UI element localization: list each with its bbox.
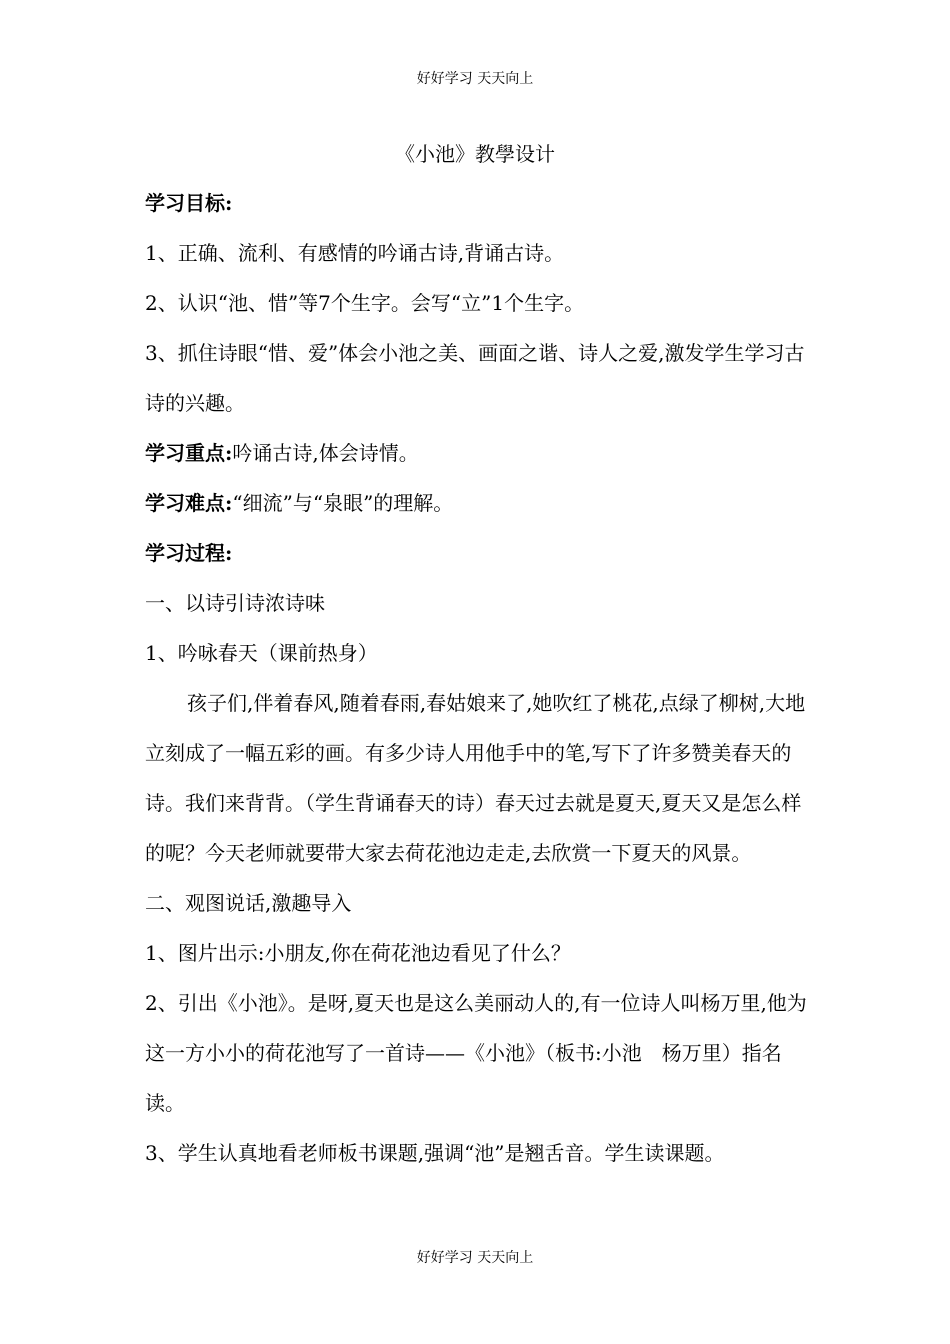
section-2-item-1: 1、图片出示:小朋友,你在荷花池边看见了什么？ xyxy=(145,941,571,965)
process-heading: 学习过程: xyxy=(145,541,233,565)
page-footer: 好好学习 天天向上 xyxy=(416,1250,534,1266)
section-2-title: 二、观图说话,激趣导入 xyxy=(145,891,352,915)
section-1-paragraph: 孩子们,伴着春风,随着春雨,春姑娘来了,她吹红了桃花,点绿了柳树,大地立刻成了一幅五彩的画。有多少诗人用他手中的笔,写下了许多赞美春天的诗。我们来背背。（学生背诵春天的诗）春天过去就是夏天,夏天又是怎么样的呢？今天老师就要带大家去荷花池边走走,去欣赏一下夏天的风景。 xyxy=(145,691,806,865)
difficulty-label: 学习难点: xyxy=(145,491,233,515)
page-header: 好好学习 天天向上 xyxy=(416,71,534,87)
key-point-label: 学习重点: xyxy=(145,441,233,465)
key-point-text: 吟诵古诗,体会诗情。 xyxy=(232,441,419,465)
objective-item-1: 1、正确、流利、有感情的吟诵古诗,背诵古诗。 xyxy=(145,241,565,265)
document-body xyxy=(145,178,810,1178)
difficulty-line xyxy=(145,478,810,528)
objective-item-2: 2、认识“池、惜”等7个生字。会写“立”1个生字。 xyxy=(145,291,585,315)
section-1-step-1: 1、吟咏春天（课前热身） xyxy=(145,641,378,665)
objective-item-3: 3、抓住诗眼“惜、爱”体会小池之美、画面之谐、诗人之爱,激发学生学习古诗的兴趣。 xyxy=(145,341,805,415)
document-title: 《小池》教學设计 xyxy=(395,142,555,166)
section-2-item-2: 2、引出《小池》。是呀,夏天也是这么美丽动人的,有一位诗人叫杨万里,他为这一方小小的荷花池写了一首诗——《小池》（板书:小池 杨万里）指名读。 xyxy=(145,991,807,1115)
section-2-item-3: 3、学生认真地看老师板书课题,强调“池”是翘舌音。学生读课题。 xyxy=(145,1141,725,1165)
objectives-heading: 学习目标: xyxy=(145,191,233,215)
difficulty-text: “细流”与“泉眼”的理解。 xyxy=(232,491,454,515)
key-point-line xyxy=(145,428,810,478)
section-1-title: 一、以诗引诗浓诗味 xyxy=(145,591,325,615)
